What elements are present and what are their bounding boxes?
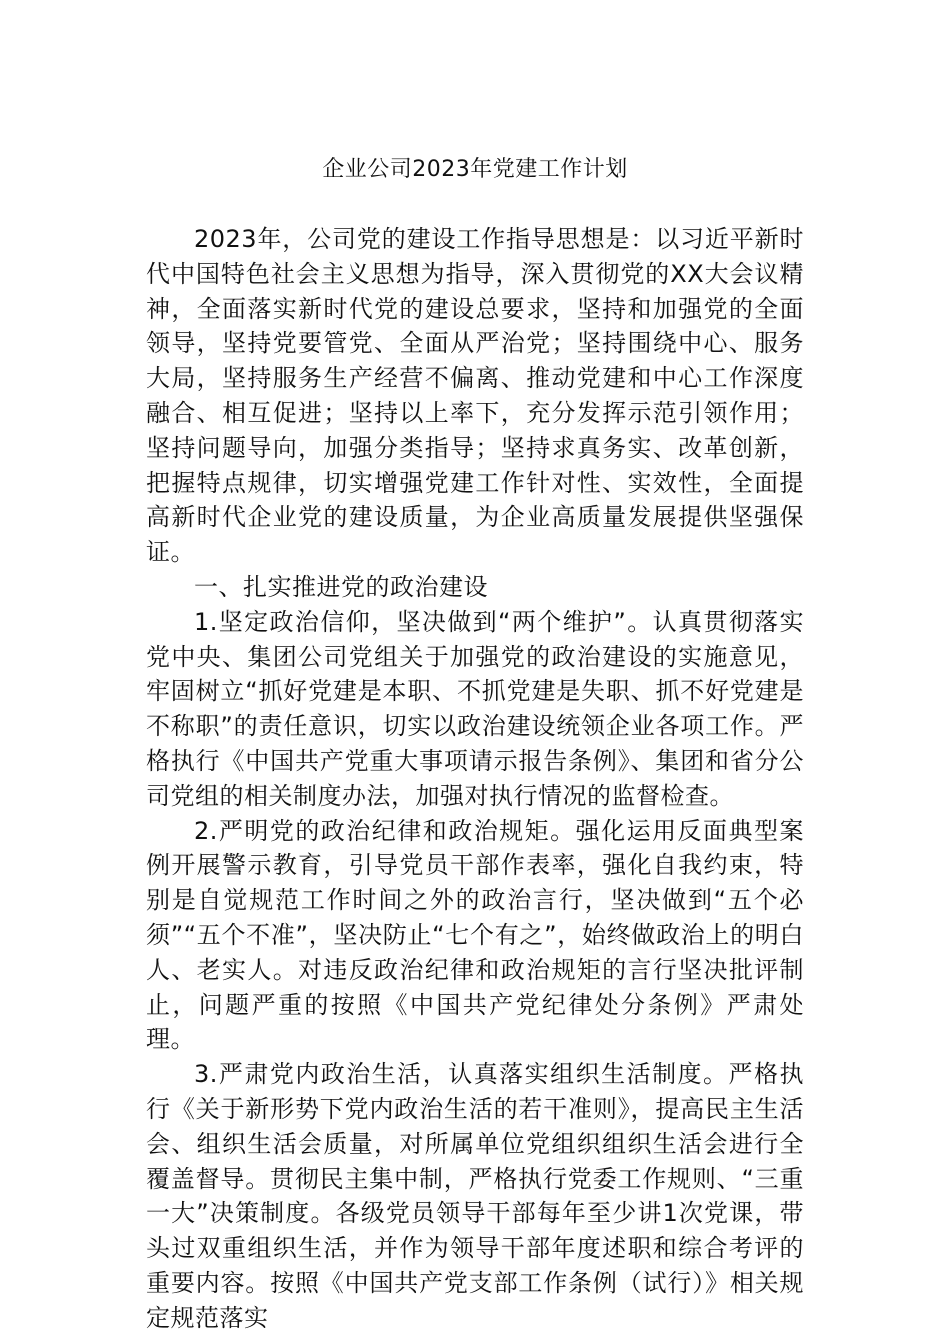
document-body bbox=[146, 222, 804, 1336]
section-heading-political-construction: 一、扎实推进党的政治建设 bbox=[194, 572, 488, 601]
paragraph-item-2: 2.严明党的政治纪律和政治规矩。强化运用反面典型案例开展警示教育，引导党员干部作表率，强化自我约束，特别是自觉规范工作时间之外的政治言行，坚决做到“五个必须”“五个不准”，坚决防止“七个有之”，始终做政治上的明白人、老实人。对违反政治纪律和政治规矩的言行坚决批评制止，问题严重的按照《中国共产党纪律处分条例》严肃处理。 bbox=[146, 816, 804, 1054]
paragraph-item-1: 1.坚定政治信仰，坚决做到“两个维护”。认真贯彻落实党中央、集团公司党组关于加强党的政治建设的实施意见，牢固树立“抓好党建是本职、不抓党建是失职、抓不好党建是不称职”的责任意识，切实以政治建设统领企业各项工作。严格执行《中国共产党重大事项请示报告条例》、集团和省分公司党组的相关制度办法，加强对执行情况的监督检查。 bbox=[146, 607, 804, 810]
paragraph-item-3: 3.严肃党内政治生活，认真落实组织生活制度。严格执行《关于新形势下党内政治生活的若干准则》，提高民主生活会、组织生活会质量，对所属单位党组织组织生活会进行全覆盖督导。贯彻民主集中制，严格执行党委工作规则、“三重一大”决策制度。各级党员领导干部每年至少讲1次党课，带头过双重组织生活，并作为领导干部年度述职和综合考评的重要内容。按照《中国共产党支部工作条例（试行）》相关规定规范落实 bbox=[146, 1060, 804, 1332]
document-title: 企业公司2023年党建工作计划 bbox=[322, 157, 628, 182]
paragraph-guiding-ideology: 2023年，公司党的建设工作指导思想是：以习近平新时代中国特色社会主义思想为指导，深入贯彻党的XX大会议精神，全面落实新时代党的建设总要求，坚持和加强党的全面领导，坚持党要管党、全面从严治党；坚持围绕中心、服务大局，坚持服务生产经营不偏离、推动党建和中心工作深度融合、相互促进；坚持以上率下，充分发挥示范引领作用；坚持问题导向，加强分类指导；坚持求真务实、改革创新，把握特点规律，切实增强党建工作针对性、实效性，全面提高新时代企业党的建设质量，为企业高质量发展提供坚强保证。 bbox=[146, 225, 804, 567]
